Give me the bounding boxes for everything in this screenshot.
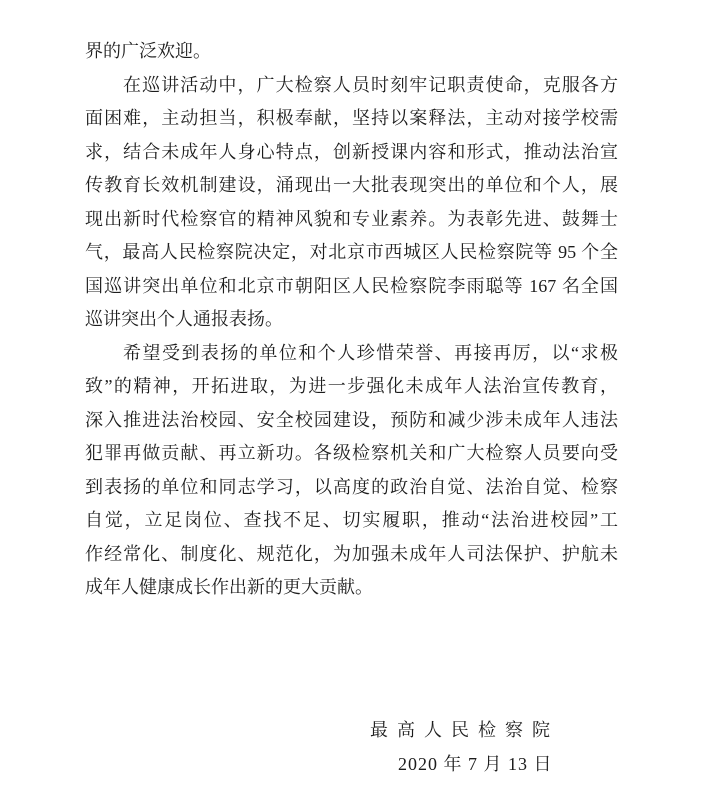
body-line: 求，结合未成年人身心特点，创新授课内容和形式，推动法治宣	[85, 141, 618, 162]
body-line: 面困难，主动担当，积极奉献，坚持以案释法，主动对接学校需	[85, 108, 618, 128]
body-line: 犯罪再做贡献、再立新功。各级检察机关和广大检察人员要向受	[85, 443, 618, 463]
body-line: 致”的精神，开拓进取，为进一步强化未成年人法治宣传教育，	[85, 376, 618, 396]
body-line: 到表扬的单位和同志学习，以高度的政治自觉、法治自觉、检察	[85, 476, 618, 497]
body-line: 自觉，立足岗位、查找不足、切实履职，推动“法治进校园”工	[85, 510, 618, 530]
signature: 最高人民检察院	[370, 720, 559, 740]
date: 2020 年 7 月 13 日	[398, 754, 553, 774]
body-line: 在巡讲活动中，广大检察人员时刻牢记职责使命，克服各方	[123, 74, 618, 95]
body-line: 巡讲突出个人通报表扬。	[85, 309, 283, 329]
body-line: 成年人健康成长作出新的更大贡献。	[85, 577, 373, 597]
document-body	[85, 35, 618, 605]
body-line: 界的广泛欢迎。	[85, 41, 211, 61]
body-line: 深入推进法治校园、安全校园建设，预防和减少涉未成年人违法	[85, 409, 618, 430]
body-line: 希望受到表扬的单位和个人珍惜荣誉、再接再厉，以“求极	[123, 342, 618, 363]
body-line: 传教育长效机制建设，涌现出一大批表现突出的单位和个人，展	[85, 175, 618, 195]
body-line: 作经常化、制度化、规范化，为加强未成年人司法保护、护航未	[85, 543, 618, 564]
body-line: 现出新时代检察官的精神风貌和专业素养。为表彰先进、鼓舞士	[85, 208, 618, 229]
body-line: 气，最高人民检察院决定，对北京市西城区人民检察院等 95 个全	[85, 242, 618, 262]
body-line: 国巡讲突出单位和北京市朝阳区人民检察院李雨聪等 167 名全国	[85, 275, 618, 296]
